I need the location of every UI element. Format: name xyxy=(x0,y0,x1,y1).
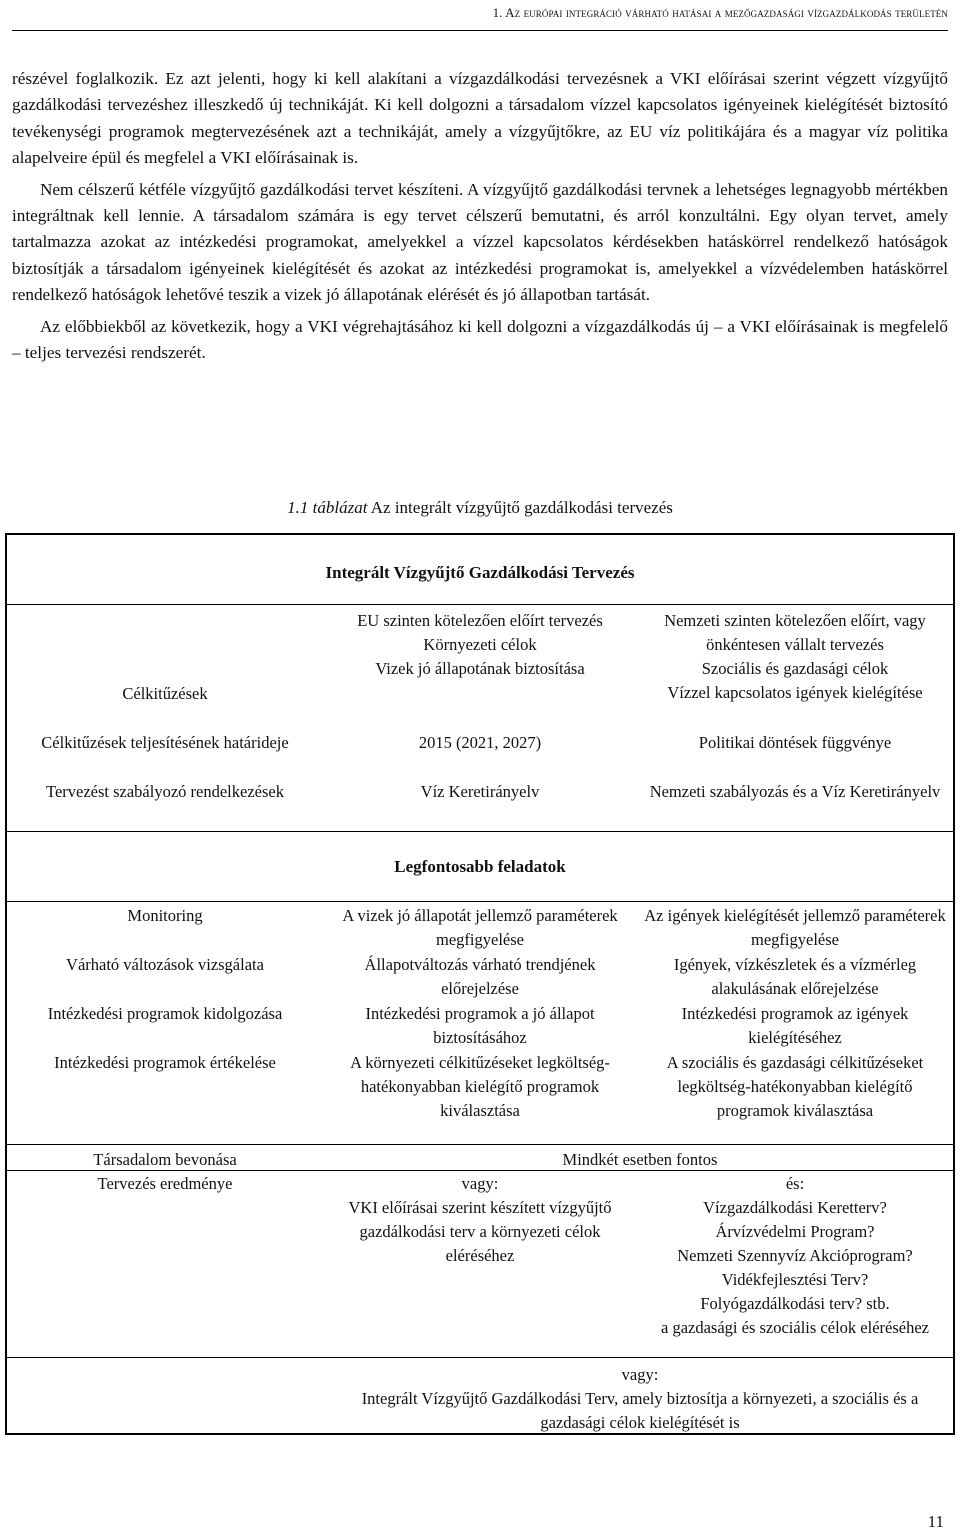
table-cell: és: Vízgazdálkodási Keretterv? Árvízvédelmi Program? Nemzeti Szennyvíz Akcióprogram? Vidékfejlesztési Terv? Folyógazdálkodási terv? stb. a gazdasági és szociális célok eléréséhez xyxy=(661,1174,929,1337)
page-number: 11 xyxy=(927,1512,944,1531)
table-cell: Nemzeti szinten kötelezően előírt, vagy önkéntesen vállalt tervezés Szociális és gazdasági célok Vízzel kapcsolatos igények kielégítése xyxy=(664,611,926,702)
table-cell: Célkitűzések xyxy=(122,684,208,703)
table-cell: Célkitűzések teljesítésének határideje xyxy=(41,733,289,752)
table-rule xyxy=(5,901,955,902)
table-cell: Várható változások vizsgálata xyxy=(66,955,264,974)
table-cell: Intézkedési programok értékelése xyxy=(54,1053,276,1072)
table-caption-title: Az integrált vízgyűjtő gazdálkodási tervezés xyxy=(370,498,673,517)
table-cell: Víz Keretirányelv xyxy=(420,782,540,801)
table-cell-merged: Mindkét esetben fontos xyxy=(562,1150,718,1169)
table-cell: Az igények kielégítését jellemző paraméterek megfigyelése xyxy=(644,906,946,949)
table-cell: Politikai döntések függvénye xyxy=(698,733,892,752)
table-cell: Intézkedési programok kidolgozása xyxy=(47,1004,283,1023)
table-cell: Intézkedési programok a jó állapot biztosításához xyxy=(365,1004,595,1047)
table-rule xyxy=(5,1170,955,1171)
table-cell: Tervezés eredménye xyxy=(97,1174,233,1193)
paragraph: Nem célszerű kétféle vízgyűjtő gazdálkodási tervet készíteni. A vízgyűjtő gazdálkodási tervnek a lehetséges legnagyobb mértékben integráltnak kell lennie. A társadalom számára is egy tervet célszerű bemutatni, és arról konzultálni. Egy olyan tervet, amely tartalmazza azokat az intézkedési programokat, amelyekkel a vízzel kapcsolatos kérdésekben hatáskörrel rendelkező hatóságok biztosítják a társadalom igényeinek kielégítését és azokat az intézkedési programokat is, amelyekkel a vízvédelemben hatáskörrel rendelkező hatóságok lehetővé teszik a vizek jó állapotának elérését és jó állapotban tartását. xyxy=(12,179,948,305)
table-cell: Társadalom bevonása xyxy=(93,1150,237,1169)
table-cell: EU szinten kötelezően előírt tervezés Környezeti célok Vizek jó állapotának biztosítása xyxy=(357,611,603,678)
table-cell: A szociális és gazdasági célkitűzéseket legköltség-hatékonyabban kielégítő programok kiválasztása xyxy=(666,1053,924,1120)
table-cell: Intézkedési programok az igények kielégítéséhez xyxy=(681,1004,909,1047)
chapter-heading: 1. Az európai integráció várható hatásai a mezőgazdasági vízgazdálkodás területén xyxy=(492,5,948,20)
table-cell: vagy: VKI előírásai szerint készített vízgyűjtő gazdálkodási terv a környezeti célok eléréséhez xyxy=(348,1174,612,1265)
table-cell: Állapotváltozás várható trendjének előrejelzése xyxy=(364,955,596,998)
table-title: Integrált Vízgyűjtő Gazdálkodási Tervezés xyxy=(325,563,635,582)
running-header xyxy=(12,0,948,31)
table-cell: Monitoring xyxy=(127,906,203,925)
paragraph: részével foglalkozik. Ez azt jelenti, hogy ki kell alakítani a vízgazdálkodási tervezésnek a VKI előírásai szerint végzett vízgyűjtő gazdálkodási tervezéshez illeszkedő új technikáját. Ki kell dolgozni a társadalom vízzel kapcsolatos igényeinek kielégítését biztosító tevékenységi programok megtervezésének azt a technikáját, amely a vízgyűjtőkre, az EU víz politikájára és a magyar víz politika alapelveire épül és megfelel a VKI előírásainak is. xyxy=(12,69,948,168)
table-cell: A vizek jó állapotát jellemző paraméterek megfigyelése xyxy=(342,906,618,949)
table-cell: A környezeti célkitűzéseket legköltség-hatékonyabban kielégítő programok kiválasztása xyxy=(350,1053,610,1120)
table-cell: Nemzeti szabályozás és a Víz Keretirányelv xyxy=(649,782,941,801)
table-rule xyxy=(5,1357,955,1358)
table-number: 1.1 táblázat xyxy=(287,498,368,517)
table-rule xyxy=(5,604,955,605)
body-text xyxy=(12,66,948,371)
table-cell: Igények, vízkészletek és a vízmérleg alakulásának előrejelzése xyxy=(673,955,917,998)
table-rule xyxy=(5,831,955,832)
table-caption xyxy=(0,496,960,520)
table-cell: 2015 (2021, 2027) xyxy=(418,733,542,752)
section-title: Legfontosabb feladatok xyxy=(394,857,566,876)
table-cell-merged: vagy: Integrált Vízgyűjtő Gazdálkodási Terv, amely biztosítja a környezeti, a szociális és a gazdasági célok kielégítését is xyxy=(361,1365,919,1432)
paragraph: Az előbbiekből az következik, hogy a VKI végrehajtásához ki kell dolgozni a vízgazdálkodás új – a VKI előírásainak is megfelelő – teljes tervezési rendszerét. xyxy=(12,316,948,363)
table-rule xyxy=(5,1144,955,1145)
table-cell: Tervezést szabályozó rendelkezések xyxy=(46,782,284,801)
